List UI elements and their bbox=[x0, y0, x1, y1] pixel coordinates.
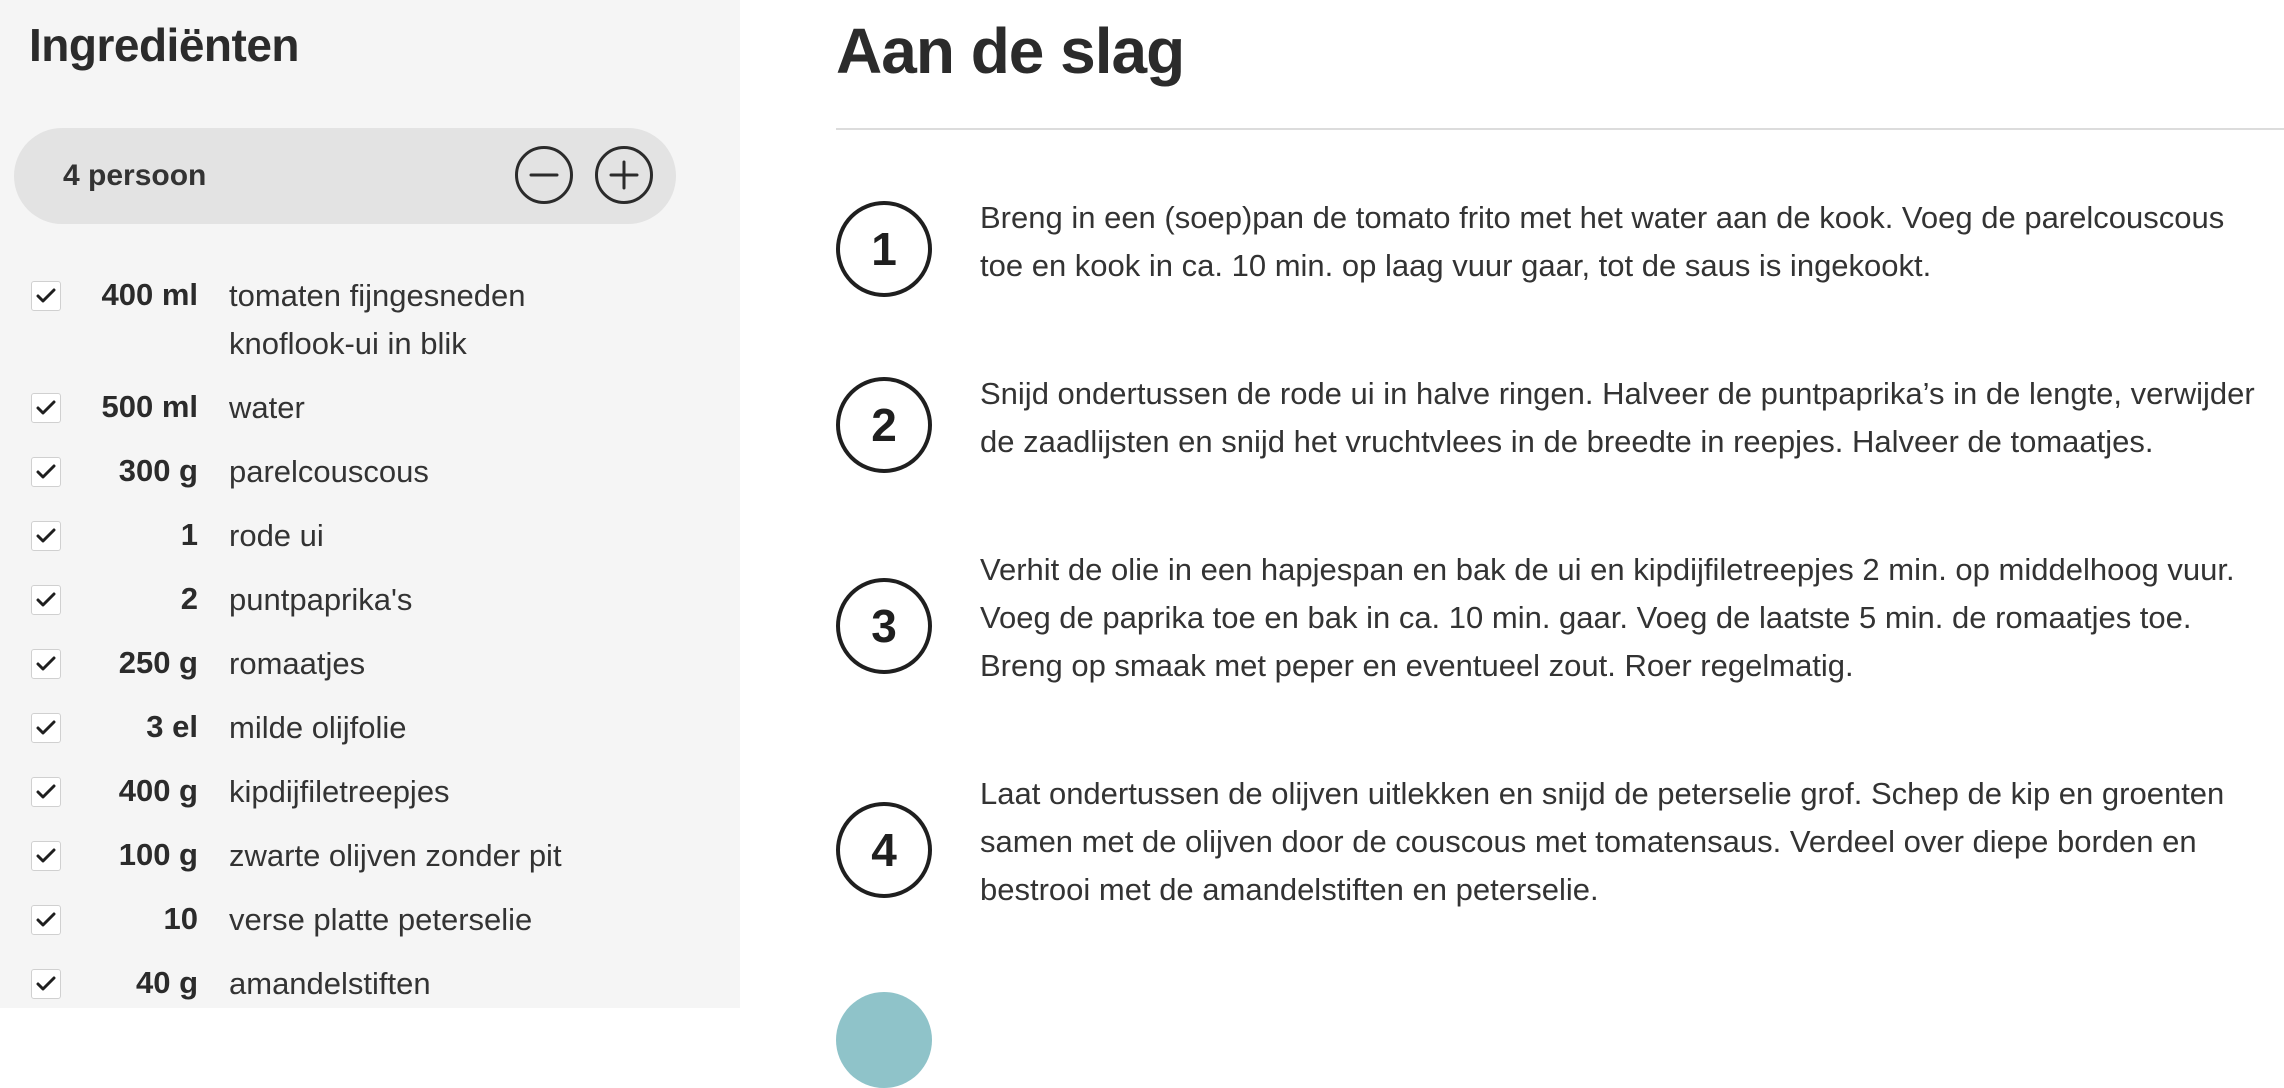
ingredient-quantity: 1 bbox=[180, 517, 198, 552]
step-number-badge: 4 bbox=[836, 802, 932, 898]
ingredient-name: parelcouscous bbox=[229, 454, 429, 489]
step-number-badge: 2 bbox=[836, 377, 932, 473]
ingredient-name: rode ui bbox=[229, 518, 324, 553]
step-text: Verhit de olie in een hapjespan en bak de ui en kipdijfiletreepjes 2 min. op middelhoog vuur. Voeg de paprika toe en bak in ca. 10 min. gaar. Voeg de laatste 5 min. de romaatjes toe. Breng op smaak met peper en eventueel zout. Roer regelmatig. bbox=[980, 552, 2235, 683]
step-text: Laat ondertussen de olijven uitlekken en snijd de peterselie grof. Schep de kip en groenten samen met de olijven door de couscous met tomatensaus. Verdeel over diepe borden en bestrooi met de amandelstiften en peterselie. bbox=[980, 776, 2225, 907]
ingredient-checkbox[interactable] bbox=[31, 393, 61, 423]
checkmark-icon bbox=[36, 719, 56, 737]
divider bbox=[836, 128, 2284, 130]
checkmark-icon bbox=[36, 783, 56, 801]
step-number-badge: 3 bbox=[836, 578, 932, 674]
ingredient-quantity: 3 el bbox=[146, 709, 198, 744]
servings-label: 4 persoon bbox=[63, 159, 207, 192]
ingredient-checkbox[interactable] bbox=[31, 713, 61, 743]
ingredient-checkbox[interactable] bbox=[31, 777, 61, 807]
ingredient-name: puntpaprika's bbox=[229, 582, 413, 617]
step-text: Breng in een (soep)pan de tomato frito met het water aan de kook. Voeg de parelcouscous toe en kook in ca. 10 min. op laag vuur gaar, tot de saus is ingekookt. bbox=[980, 200, 2225, 283]
ingredient-name: verse platte peterselie bbox=[229, 902, 533, 937]
ingredient-name: water bbox=[229, 390, 305, 425]
minus-circle-icon bbox=[518, 149, 570, 201]
ingredient-checkbox[interactable] bbox=[31, 521, 61, 551]
increase-servings-button[interactable] bbox=[595, 146, 653, 204]
ingredient-checkbox[interactable] bbox=[31, 649, 61, 679]
ingredient-name: kipdijfiletreepjes bbox=[229, 774, 450, 809]
ingredient-name: milde olijfolie bbox=[229, 710, 407, 745]
plus-circle-icon bbox=[598, 149, 650, 201]
step-text: Snijd ondertussen de rode ui in halve ringen. Halveer de puntpaprika’s in de lengte, verwijder de zaadlijsten en snijd het vruchtvlees in de breedte in reepjes. Halveer de tomaatjes. bbox=[980, 376, 2255, 459]
checkmark-icon bbox=[36, 287, 56, 305]
ingredient-checkbox[interactable] bbox=[31, 457, 61, 487]
step-number-badge: 1 bbox=[836, 201, 932, 297]
ingredient-checkbox[interactable] bbox=[31, 841, 61, 871]
ingredient-checkbox[interactable] bbox=[31, 905, 61, 935]
checkmark-icon bbox=[36, 527, 56, 545]
checkmark-icon bbox=[36, 911, 56, 929]
ingredient-name: zwarte olijven zonder pit bbox=[229, 838, 562, 873]
ingredient-quantity: 300 g bbox=[118, 453, 198, 488]
method-title: Aan de slag bbox=[836, 15, 1185, 87]
ingredient-checkbox[interactable] bbox=[31, 969, 61, 999]
checkmark-icon bbox=[36, 591, 56, 609]
ingredient-quantity: 40 g bbox=[135, 965, 198, 1000]
ingredient-name: tomaten fijngesneden knoflook-ui in blik bbox=[229, 278, 526, 361]
ingredient-quantity: 250 g bbox=[118, 645, 198, 680]
decrease-servings-button[interactable] bbox=[515, 146, 573, 204]
ingredient-checkbox[interactable] bbox=[31, 281, 61, 311]
ingredient-quantity: 400 g bbox=[118, 773, 198, 808]
ingredient-checkbox[interactable] bbox=[31, 585, 61, 615]
checkmark-icon bbox=[36, 399, 56, 417]
checkmark-icon bbox=[36, 975, 56, 993]
next-step-badge bbox=[836, 992, 932, 1088]
servings-stepper bbox=[14, 128, 676, 224]
ingredient-quantity: 100 g bbox=[118, 837, 198, 872]
ingredients-title: Ingrediënten bbox=[29, 19, 300, 71]
ingredient-name: amandelstiften bbox=[229, 966, 431, 1001]
ingredient-name: romaatjes bbox=[229, 646, 366, 681]
ingredient-quantity: 10 bbox=[163, 901, 198, 936]
ingredient-quantity: 2 bbox=[180, 581, 198, 616]
ingredient-quantity: 500 ml bbox=[101, 389, 198, 424]
ingredient-quantity: 400 ml bbox=[101, 277, 198, 312]
checkmark-icon bbox=[36, 847, 56, 865]
checkmark-icon bbox=[36, 463, 56, 481]
ingredients-panel bbox=[0, 0, 740, 1008]
checkmark-icon bbox=[36, 655, 56, 673]
